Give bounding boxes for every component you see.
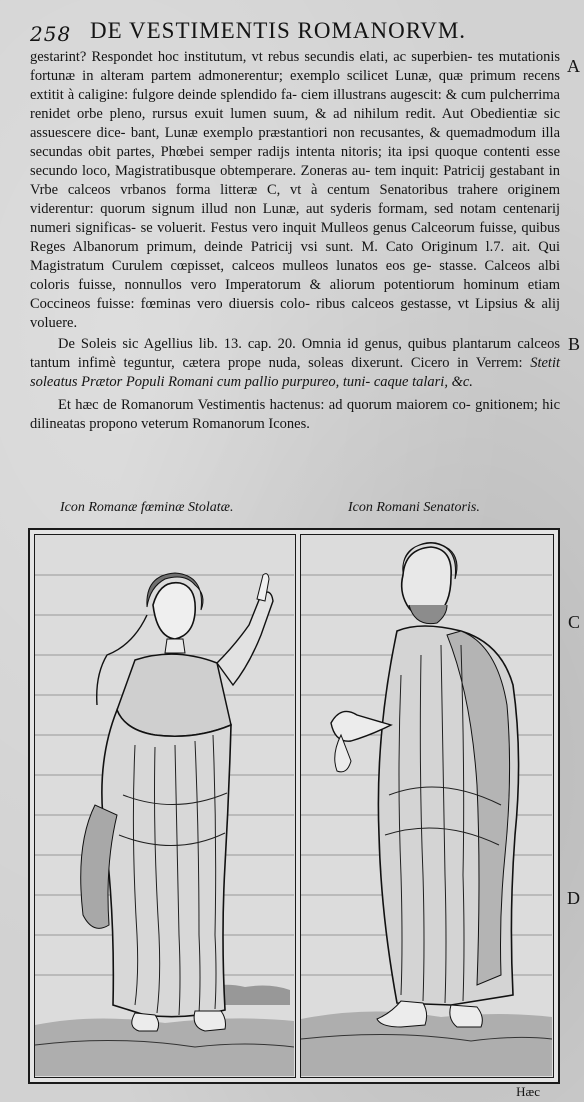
text-line: non Lunæ, aut syderis formam, sed notam centenarij numeri significas- <box>30 201 560 236</box>
figure-captions <box>30 500 554 522</box>
text-line: tem inquit: Patricij gestabant in Vrbe calceos vrbanos forma litteræ C, vt <box>30 163 560 198</box>
woodcut-woman-panel <box>34 534 296 1078</box>
text-line: stasse. Calceos albi coloris fuisse, nonnullos vero Imperatorum & aliorum <box>30 258 560 293</box>
text-line: ait. Qui Magistratum Curulem cœpisset, calceos mulleos lunatos eos ge- <box>30 239 560 274</box>
senator-figure-illustration <box>301 535 552 1076</box>
caption-left: Icon Romanæ fœminæ Stolatæ. <box>60 500 234 515</box>
paragraph-3 <box>30 396 560 434</box>
margin-letter-a: A <box>567 56 580 76</box>
text-line: Et hæc de Romanorum Vestimentis hactenus: ad quorum maiorem co- <box>58 397 471 413</box>
text-line: Reges Albanorum primum, deinde Patricij vsi sunt. M. Cato Originum l.7. <box>30 239 505 255</box>
text-line: in Verrem: <box>457 355 523 371</box>
text-line: gnitionem; hic dilineatas propono veterum Romanorum Icones. <box>30 397 561 432</box>
woman-figure-illustration <box>35 535 294 1076</box>
quotation: Stetit soleatus Prætor Populi Romani cum pallio purpureo, tuni- <box>30 355 561 390</box>
body-text <box>30 48 560 434</box>
text-line: contenti esse secundo loco, Magistratibusque obtemperare. Zoneras au- <box>30 144 561 179</box>
text-line: ribus calceos gestasse, vt Lipsius & alij voluere. <box>30 296 560 331</box>
woodcut-illustration <box>28 528 560 1084</box>
paragraph-2 <box>30 335 560 392</box>
text-line: potentiorum hominum etiam Coccineos fuisse: fœminas vero diuersis colo- <box>30 277 561 312</box>
text-line: Lunæ, quæ primum recens extitit à caligine: fulgore deinde splendido fa- <box>30 68 560 103</box>
text-line: tes mutationis fortunæ in alteram partem admonerentur; exemplo scilicet <box>30 49 561 84</box>
page-header <box>30 16 554 48</box>
text-line: se voluerit. Festus vero inquit Mulleos genus Calceorum fuisse, quibus <box>140 220 560 236</box>
text-line: ciem illustrans augescit: & cum pulcherrima renidet orbe pleno, rursus <box>30 87 560 122</box>
margin-letter-d: D <box>567 888 580 908</box>
text-line: gestarint? Respondet hoc institutum, vt rebus secundis elati, ac superbien- <box>30 49 473 65</box>
text-line: à centum Senatoribus trahere originem viderentur: quorum signum illud <box>30 182 560 217</box>
text-line: exuit lumen suum, & ad nihilum redit. Aut Obedientiæ sic assuescere dice- <box>30 106 561 141</box>
text-line: De Soleis sic Agellius lib. 13. cap. 20. Omnia id genus, quibus plantarum <box>58 336 512 352</box>
text-line: bant, Lunæ exemplo præstantiori non recusantes, & quemadmodum illa <box>130 125 561 141</box>
paragraph-1 <box>30 48 560 333</box>
quotation-continued: caque talari, &c. <box>373 374 473 390</box>
page-number: 258 <box>30 22 72 46</box>
margin-letter-b: B <box>567 334 580 354</box>
running-title: DE VESTIMENTIS ROMANORVM. <box>90 18 467 43</box>
text-line: calceos tantum infimè teguntur, cætera prope nuda, soleas dixerunt. Cicero <box>30 336 560 371</box>
margin-letter-c: C <box>567 612 580 632</box>
text-line: secundas obit partes, Phœbei semper radijs intenta nitoris; ita ipsi quoque <box>30 144 478 160</box>
caption-right: Icon Romani Senatoris. <box>348 500 480 515</box>
woodcut-senator-panel <box>300 534 554 1078</box>
catchword: Hæc <box>516 1084 540 1099</box>
